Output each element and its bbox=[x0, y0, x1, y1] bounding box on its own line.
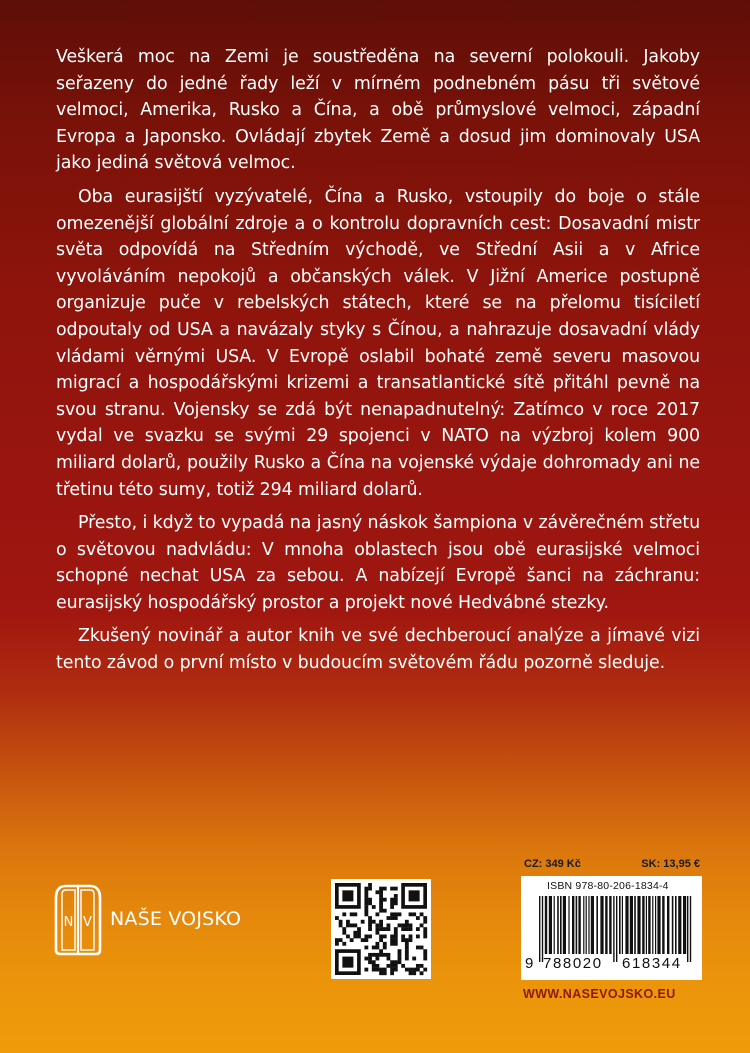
logo-letter-n: N bbox=[63, 915, 74, 930]
publisher-name: NAŠE VOJSKO bbox=[110, 908, 242, 930]
qr-code-icon bbox=[331, 879, 431, 979]
price-row bbox=[524, 856, 702, 874]
blurb-paragraph-4: Zkušený novinář a autor knih ve své dechberoucí analýze a jímavé vizi tento závod o první místo v budoucím světovém řádu pozorně sleduje. bbox=[56, 626, 700, 674]
ean-first-digit: 9 bbox=[525, 955, 534, 972]
barcode-panel bbox=[521, 876, 702, 980]
publisher-logo bbox=[52, 880, 252, 960]
back-cover-blurb bbox=[56, 44, 700, 684]
blurb-paragraph-3: Přesto, i když to vypadá na jasný náskok šampiona v závěrečném střetu o světovou nadvládu: V mnoha oblastech jsou obě eurasijské velmoci schopné nechat USA za sebou. A nabízejí Evropě šanci na záchranu: eurasijský hospodářský prostor a projekt nové Hedvábné stezky. bbox=[56, 513, 700, 613]
qr-code bbox=[331, 879, 431, 979]
blurb-paragraph-1: Veškerá moc na Zemi je soustředěna na severní polokouli. Jakoby seřazeny do jedné řady leží v mírném podnebném pásu tři světové velmoci, Amerika, Rusko a Čína, a obě průmyslové velmoci, západní Evropa a Japonsko. Ovládají zbytek Země a dosud jim dominovaly USA jako jediná světová velmoc. bbox=[56, 47, 700, 174]
price-cz: CZ: 349 Kč bbox=[524, 858, 581, 870]
blurb-paragraph-2: Oba eurasijští vyzývatelé, Čína a Rusko, vstoupily do boje o stále omezenější globální zdroje a o kontrolu dopravních cest: Dosavadní mistr světa odpovídá na Středním východě, ve Střední Asii a v Africe vyvoláváním nepokojů a občanských válek. V Jižní Americe postupně organizuje puče v rebelských státech, které se na přelomu tisíciletí odpoutaly od USA a navázaly styky s Čínou, a nahrazuje dosavadní vlády vládami věrnými USA. V Evropě oslabil bohaté země severu masovou migrací a hospodářskými krizemi a transatlantické sítě přitáhl pevně na svou stranu. Vojensky se zdá být nenapadnutelný: Zatímco v roce 2017 vydal ve svazku se svými 29 spojenci v NATO na výzbroj kolem 900 miliard dolarů, použily Rusko a Čína na vojenské výdaje dohromady ani ne třetinu této sumy, totiž 294 miliard dolarů. bbox=[56, 186, 700, 500]
publisher-website: WWW.NASEVOJSKO.EU bbox=[523, 987, 676, 1001]
price-sk: SK: 13,95 € bbox=[641, 858, 700, 870]
ean-group-left: 788020 bbox=[543, 955, 603, 972]
publisher-emblem-icon bbox=[52, 880, 104, 960]
logo-letter-v: V bbox=[83, 915, 92, 930]
ean-group-right: 618344 bbox=[622, 955, 682, 972]
isbn-text: ISBN 978-80-206-1834-4 bbox=[547, 880, 669, 892]
